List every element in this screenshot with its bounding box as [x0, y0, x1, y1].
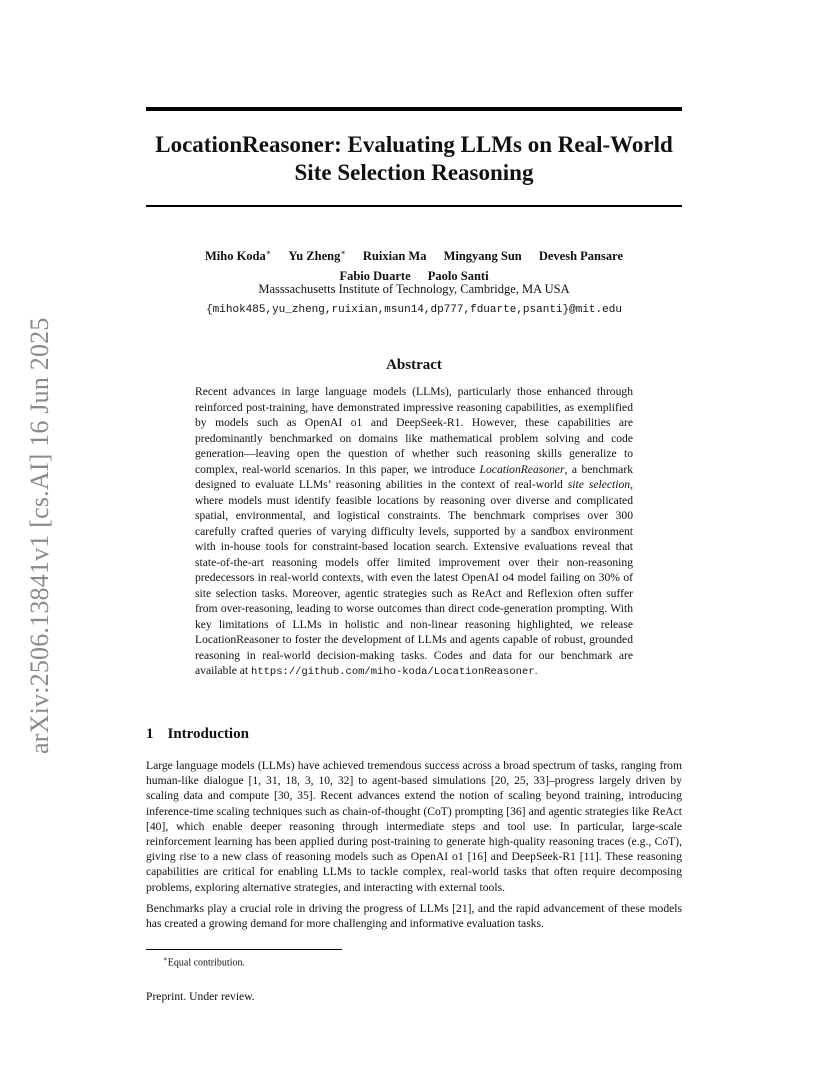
section-number: 1 [146, 726, 154, 742]
section-title: Introduction [167, 726, 249, 742]
abstract-body: Recent advances in large language models (LLMs), particularly those enhanced through reinforced post-training, have demonstrated impressive reasoning capabilities, as exemplified by models such as OpenAI o1 and DeepSeek-R1. However, these capabilities are predominantly benchmarked on domains like mathematical problem solving and code generation—leaving open the question of whether such reasoning skills generalize to complex, real-world scenarios. In this paper, we introduce LocationReasoner, a benchmark designed to evaluate LLMs’ reasoning abilities in the context of real-world site selection, where models must identify feasible locations by reasoning over diverse and complicated spatial, environmental, and logistical constraints. The benchmark comprises over 300 carefully crafted queries of varying difficulty levels, supported by a sandbox environment with in-house tools for constraint-based location search. Extensive evaluations reveal that state-of-the-art reasoning models offer limited improvement over their non-reasoning predecessors in real-world contexts, with even the latest OpenAI o4 model failing on 30% of site selection tasks. Moreover, agentic strategies such as ReAct and Reflexion often suffer from over-reasoning, leading to worse outcomes than direct code-generation prompting. With key limitations of LLMs in holistic and non-linear reasoning highlighted, we release LocationReasoner to foster the development of LLMs and agents capable of robust, grounded reasoning in real-world decision-making tasks. Codes and data for our benchmark are available at https://github.com/miho-koda/LocationReasoner. [195, 385, 633, 678]
title-line-1: LocationReasoner: Evaluating LLMs on Real-World [155, 132, 673, 157]
author: Fabio Duarte [339, 269, 411, 284]
title-line-2: Site Selection Reasoning [294, 160, 534, 185]
introduction-body [146, 758, 682, 937]
footnote: ∗Equal contribution. [163, 955, 245, 969]
author: Miho Koda∗ [204, 248, 272, 264]
abstract-heading: Abstract [386, 357, 442, 373]
section-heading-introduction [146, 724, 682, 744]
author: Mingyang Sun [443, 249, 522, 264]
author-emails: {mihok485,yu_zheng,ruixian,msun14,dp777,fduarte,psanti}@mit.edu [206, 304, 622, 316]
author: Paolo Santi [427, 269, 489, 284]
repo-link[interactable]: https://github.com/miho-koda/LocationReasoner [251, 666, 535, 678]
arxiv-identifier: arXiv:2506.13841v1 [cs.AI] 16 Jun 2025 [25, 317, 54, 755]
author-list [146, 243, 682, 286]
author-line-1 [146, 243, 682, 266]
paper-title [146, 131, 682, 187]
site-selection-term: site selection [567, 478, 631, 491]
paragraph: Benchmarks play a crucial role in driving the progress of LLMs [21], and the rapid advancement of these models has created a growing demand for more challenging and informative evaluation tasks. [146, 901, 682, 931]
preprint-notice: Preprint. Under review. [146, 990, 255, 1003]
author: Devesh Pansare [538, 249, 623, 264]
footnote-rule [146, 949, 342, 950]
affiliation: Masssachusetts Institute of Technology, Cambridge, MA USA [258, 282, 570, 296]
title-rule-bottom [146, 205, 682, 207]
title-rule-top [146, 107, 682, 111]
author: Yu Zheng∗ [288, 248, 346, 264]
author: Ruixian Ma [362, 249, 427, 264]
paragraph: Large language models (LLMs) have achieved tremendous success across a broad spectrum of tasks, ranging from human-like dialogue [1, 31, 18, 3, 10, 32] to agent-based simulations [20, 25, 33]–progress largely driven by scaling data and compute [30, 35]. Recent advances extend the notion of scaling beyond training, introducing inference-time scaling techniques such as chain-of-thought (CoT) prompting [36] and agentic strategies like ReAct [40], which enable deeper reasoning through intermediate steps and tool use. In particular, large-scale reinforcement learning has been applied during post-training to generate high-quality reasoning traces (e.g., CoT), giving rise to a new class of reasoning models such as OpenAI o1 [16] and DeepSeek-R1 [11]. These reasoning capabilities are critical for enabling LLMs to tackle complex, real-world tasks that often require decomposing problems, exploring alternative strategies, and interacting with external tools. [146, 759, 682, 894]
benchmark-name: LocationReasoner [479, 462, 565, 476]
